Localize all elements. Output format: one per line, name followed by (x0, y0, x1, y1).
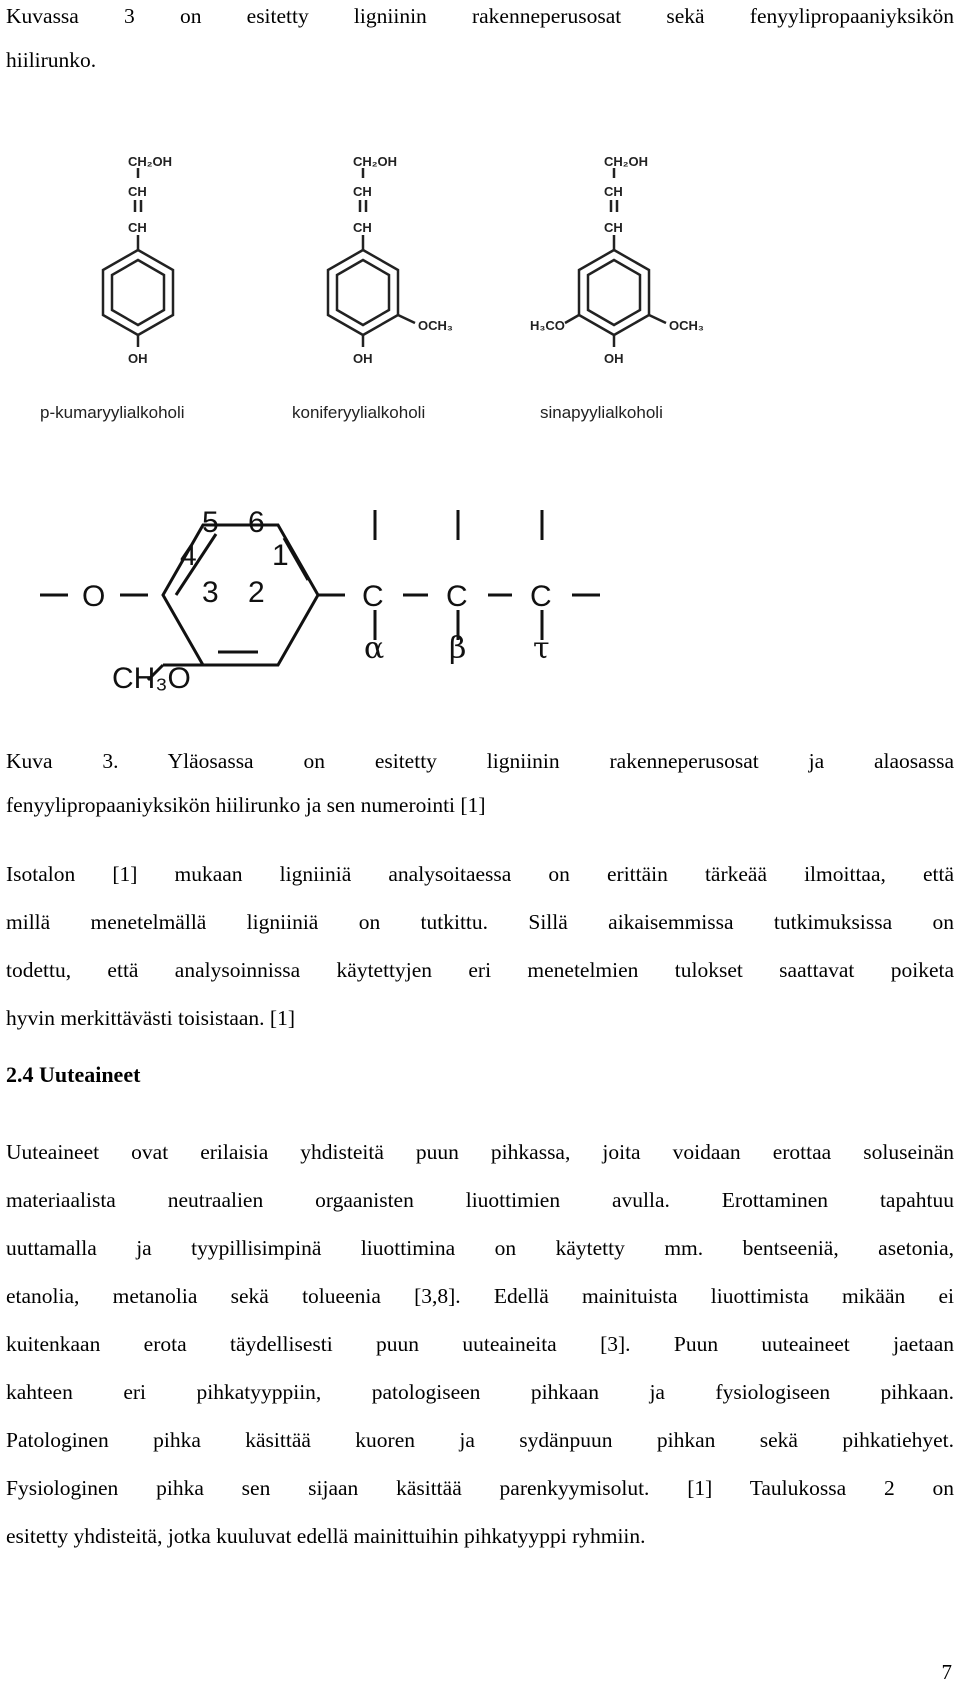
paragraph-2-line-3: uuttamalla ja tyypillisimpinä liuottimina on käytetty mm. bentseeniä, asetonia, (6, 1236, 954, 1260)
monomer-1-name: p-kumaryylialkoholi (40, 403, 185, 422)
skeleton-carbon-gamma: C (530, 580, 552, 613)
phenylpropane-skeleton-figure (0, 510, 960, 750)
paragraph-2-line-8: Fysiologinen pihka sen sijaan käsittää parenkyymisolut. [1] Taulukossa 2 on (6, 1476, 954, 1500)
monomer-3-methoxy-left: H₃CO (530, 318, 565, 333)
label-alpha: α (364, 631, 385, 666)
ring-number-3: 3 (202, 576, 219, 609)
paragraph-1-line-1: Isotalon [1] mukaan ligniiniä analysoitaessa on erittäin tärkeää ilmoittaa, että (6, 862, 954, 886)
monomer-3-chain-2: CH (604, 184, 623, 199)
paragraph-2-line-7: Patologinen pihka käsittää kuoren ja sydänpuun pihkan sekä pihkatiehyet. (6, 1428, 954, 1452)
monomer-1-chain-1: CH₂OH (128, 154, 173, 169)
ring-number-2: 2 (248, 576, 265, 609)
monomer-3-chain-1: CH₂OH (604, 154, 649, 169)
monomer-1-chain-2: CH (128, 184, 147, 199)
paragraph-2-line-1: Uuteaineet ovat erilaisia yhdisteitä puun pihkassa, joita voidaan erottaa soluseinän (6, 1140, 954, 1164)
monomer-3-bottom: OH (604, 351, 624, 366)
monomer-3-name: sinapyylialkoholi (540, 403, 663, 422)
page-number: 7 (941, 1660, 952, 1684)
skeleton-methoxy: CH₃O (112, 662, 191, 695)
intro-line-2: hiilirunko. (6, 48, 97, 72)
paragraph-2-line-9: esitetty yhdisteitä, jotka kuuluvat edellä mainittuihin pihkatyyppi ryhmiin. (6, 1524, 646, 1548)
skeleton-carbon-beta: C (446, 580, 468, 613)
intro-line-1: Kuvassa 3 on esitetty ligniinin rakenneperusosat sekä fenyylipropaaniyksikön (6, 4, 954, 28)
ring-number-1: 1 (272, 539, 289, 572)
monomer-2-bottom: OH (353, 351, 373, 366)
caption-line-2: fenyylipropaaniyksikön hiilirunko ja sen numerointi [1] (6, 793, 486, 817)
ring-number-4: 4 (180, 539, 197, 572)
monomer-2-chain-2: CH (353, 184, 372, 199)
skeleton-carbon-alpha: C (362, 580, 384, 613)
monomer-3-methoxy-right: OCH₃ (669, 318, 704, 333)
paragraph-1-line-4: hyvin merkittävästi toisistaan. [1] (6, 1006, 296, 1030)
monomer-2-chain-1: CH₂OH (353, 154, 398, 169)
monomer-1-bottom: OH (128, 351, 148, 366)
paragraph-2-line-4: etanolia, metanolia sekä tolueenia [3,8]. Edellä mainituista liuottimista mikään ei (6, 1284, 954, 1308)
ring-number-5: 5 (202, 510, 219, 539)
ring-number-6: 6 (248, 510, 265, 539)
paragraph-2-line-2: materiaalista neutraalien orgaanisten liuottimien avulla. Erottaminen tapahtuu (6, 1188, 954, 1212)
monomer-3-chain-3: CH (604, 220, 623, 235)
lignin-monomers-figure (0, 140, 960, 440)
caption-line-1: Kuva 3. Yläosassa on esitetty ligniinin rakenneperusosat ja alaosassa (6, 749, 954, 773)
monomer-2-chain-3: CH (353, 220, 372, 235)
section-heading: 2.4 Uuteaineet (6, 1062, 141, 1087)
label-gamma: τ (533, 631, 550, 666)
label-beta: β (449, 631, 467, 666)
paragraph-1-line-2: millä menetelmällä ligniiniä on tutkittu. Sillä aikaisemmissa tutkimuksissa on (6, 910, 954, 934)
skeleton-oxygen: O (82, 580, 106, 613)
monomer-2-methoxy-right: OCH₃ (418, 318, 453, 333)
paragraph-2-line-6: kahteen eri pihkatyyppiin, patologiseen pihkaan ja fysiologiseen pihkaan. (6, 1380, 954, 1404)
monomer-2-name: koniferyylialkoholi (292, 403, 426, 422)
paragraph-1-line-3: todettu, että analysoinnissa käytettyjen eri menetelmien tulokset saattavat poiketa (6, 958, 954, 982)
paragraph-2-line-5: kuitenkaan erota täydellisesti puun uuteaineita [3]. Puun uuteaineet jaetaan (6, 1332, 954, 1356)
monomer-1-chain-3: CH (128, 220, 147, 235)
